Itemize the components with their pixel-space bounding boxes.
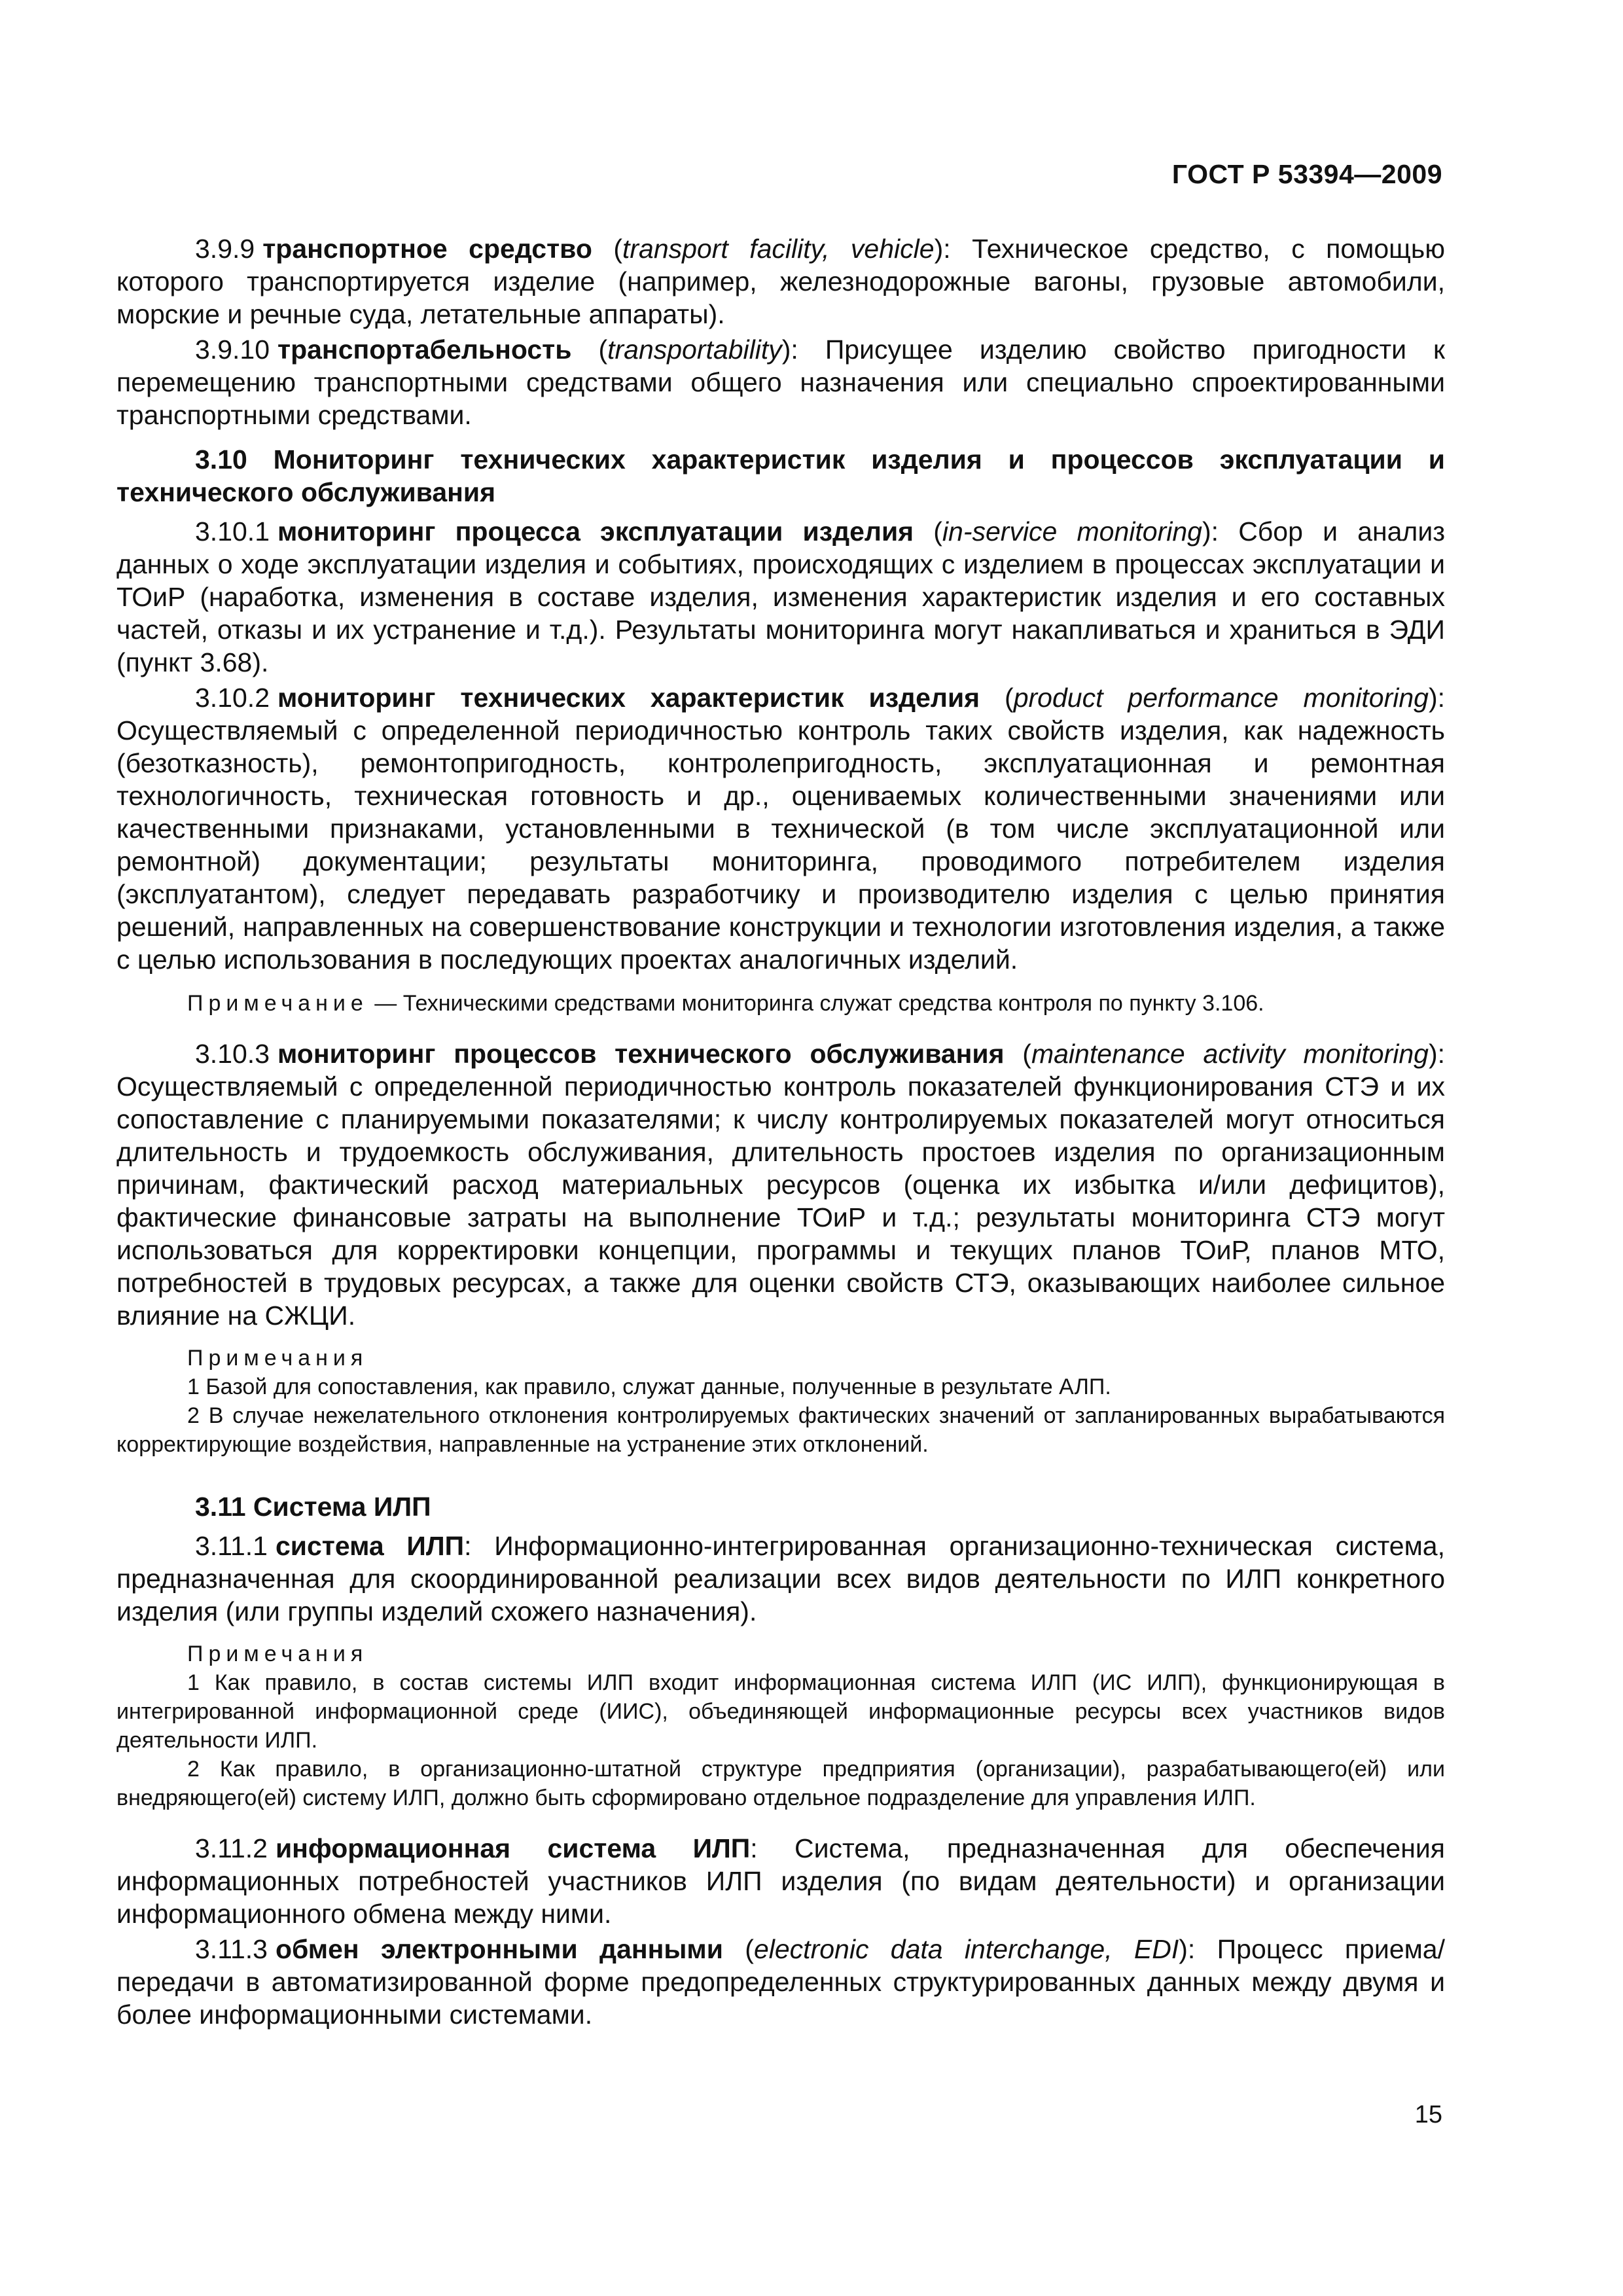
- clause-3-11-2: [116, 1832, 1445, 1930]
- english-term: transportability: [607, 334, 782, 365]
- page-content: [116, 232, 1445, 2034]
- paren-close: ):: [781, 334, 825, 365]
- english-term: transport facility, vehicle: [622, 234, 935, 264]
- note-item: 1 Как правило, в состав системы ИЛП входит информационная система ИЛП (ИС ИЛП), функционирующая в интегрированной информационной среде (ИИС), объединяющей информационные ресурсы всех участников видов деятельности ИЛП.: [116, 1670, 1445, 1753]
- note-label: Примечание: [187, 991, 368, 1016]
- paren-open: (: [980, 683, 1014, 713]
- definition: Присущее изделию свойство пригодности к перемещению транспортными средствами общего назначения или специально спроектированными транспортными средствами.: [116, 334, 1445, 430]
- english-term: in-service monitoring: [942, 516, 1202, 547]
- section-heading-3-10: 3.10 Мониторинг технических характеристик изделия и процессов эксплуатации и технического обслуживания: [116, 444, 1445, 507]
- english-term: maintenance activity monitoring: [1031, 1039, 1429, 1069]
- definition: Осуществляемый с определенной периодичностью контроль таких свойств изделия, как надежность (безотказность), ремонтопригодность, контролепригодность, эксплуатационная и ремонтная технологичность, техническая готовность и др., оцениваемых количественными значениями или качественными признаками, установленными в технической (в том числе эксплуатационной или ремонтной) документации; результаты мониторинга, проводимого потребителем изделия (эксплуатантом), следует передавать разработчику и производителю изделия с целью принятия решений, направленных на совершенствование конструкции и технологии изготовления изделия, а также с целью использования в последующих проектах аналогичных изделий.: [116, 715, 1445, 975]
- notes-heading: Примечания: [187, 1641, 368, 1666]
- definition: Техническое средство, с помощью которого транспортируется изделие (например, железнодорожные вагоны, грузовые автомобили, морские и речные суда, летательные аппараты).: [116, 234, 1446, 329]
- note-item: 1 Базой для сопоставления, как правило, служат данные, полученные в результате АЛП.: [187, 1374, 1111, 1399]
- notes-heading: Примечания: [187, 1346, 368, 1371]
- paren-open: (: [592, 234, 622, 264]
- clause-3-11-1: [116, 1530, 1445, 1628]
- term: транспортабельность: [277, 334, 572, 365]
- note-item: 2 Как правило, в организационно-штатной структуре предприятия (организации), разрабатывающего(ей) или внедряющего(ей) систему ИЛП, должно быть сформировано отдельное подразделение для управления ИЛП.: [116, 1757, 1445, 1810]
- colon: :: [464, 1531, 495, 1561]
- term: мониторинг технических характеристик изделия: [277, 683, 980, 713]
- note-item: 2 В случае нежелательного отклонения контролируемых фактических значений от запланированных вырабатываются корректирующие воздействия, направленные на устранение этих отклонений.: [116, 1403, 1445, 1457]
- clause-number: 3.11.1: [195, 1531, 268, 1561]
- definition: Процесс приема/передачи в автоматизированной форме предопределенных структурированных данных между двумя и более информационными системами.: [116, 1934, 1446, 2030]
- paren-open: (: [914, 516, 942, 547]
- term: информационная система ИЛП: [275, 1833, 751, 1863]
- colon: :: [750, 1833, 795, 1863]
- note-text: — Техническими средствами мониторинга служат средства контроля по пункту 3.106.: [368, 991, 1264, 1016]
- definition: Сбор и анализ данных о ходе эксплуатации изделия и событиях, происходящих с изделием в процессах эксплуатации и ТОиР (наработка, изменения в составе изделия, изменения характеристик изделия и его составных частей, отказы и их устранение и т.д.). Результаты мониторинга могут накапливаться и храниться в ЭДИ (пункт 3.68).: [116, 516, 1446, 677]
- paren-open: (: [571, 334, 608, 365]
- clause-3-10-1: [116, 515, 1445, 679]
- paren-close: ):: [934, 234, 972, 264]
- clause-3-11-3: [116, 1933, 1445, 2031]
- section-heading-3-11: 3.11 Система ИЛП: [195, 1492, 431, 1522]
- page-number: 15: [1414, 2101, 1442, 2128]
- document-code: ГОСТ Р 53394—2009: [1171, 159, 1442, 189]
- term: мониторинг процесса эксплуатации изделия: [277, 516, 914, 547]
- note-3-10-2: [116, 989, 1445, 1018]
- paren-open: (: [1004, 1039, 1031, 1069]
- definition: Информационно-интегрированная организационно-техническая система, предназначенная для скоординированной реализации всех видов деятельности по ИЛП конкретного изделия (или группы изделий схожего назначения).: [116, 1531, 1445, 1626]
- term: транспортное средство: [262, 234, 592, 264]
- clause-3-10-3: [116, 1037, 1445, 1332]
- term: система ИЛП: [275, 1531, 465, 1561]
- clause-number: 3.11.2: [195, 1833, 268, 1863]
- definition: Система, предназначенная для обеспечения информационных потребностей участников ИЛП изделия (по видам деятельности) и организации информационного обмена между ними.: [116, 1833, 1445, 1929]
- term: обмен электронными данными: [275, 1934, 723, 1964]
- clause-number: 3.11.3: [195, 1934, 268, 1964]
- definition: Осуществляемый с определенной периодичностью контроль показателей функционирования СТЭ и их сопоставление с планируемыми показателями; к числу контролируемых показателей могут относиться длительность и трудоемкость обслуживания, длительность простоев изделия по организационным причинам, фактический расход материальных ресурсов (оценка их избытка и/или дефицитов), фактические финансовые затраты на выполнение ТОиР и т.д.; результаты мониторинга СТЭ могут использоваться для корректировки концепции, программы и текущих планов ТОиР, планов МТО, потребностей в трудовых ресурсах, а также для оценки свойств СТЭ, оказывающих наиболее сильное влияние на СЖЦИ.: [116, 1071, 1445, 1331]
- english-term: electronic data interchange, EDI: [753, 1934, 1179, 1964]
- term: мониторинг процессов технического обслуживания: [277, 1039, 1005, 1069]
- clause-3-9-10: [116, 333, 1445, 431]
- clause-number: 3.10.2: [195, 683, 270, 713]
- clause-number: 3.9.10: [195, 334, 270, 365]
- clause-3-10-2: [116, 681, 1445, 976]
- english-term: product performance monitoring: [1013, 683, 1429, 713]
- paren-close: ):: [1202, 516, 1239, 547]
- paren-open: (: [722, 1934, 754, 1964]
- paren-close: ):: [1179, 1934, 1217, 1964]
- clause-number: 3.9.9: [195, 234, 255, 264]
- clause-3-9-9: [116, 232, 1445, 331]
- paren-close: ):: [1428, 683, 1445, 713]
- paren-close: ):: [1428, 1039, 1445, 1069]
- clause-number: 3.10.1: [195, 516, 270, 547]
- clause-number: 3.10.3: [195, 1039, 270, 1069]
